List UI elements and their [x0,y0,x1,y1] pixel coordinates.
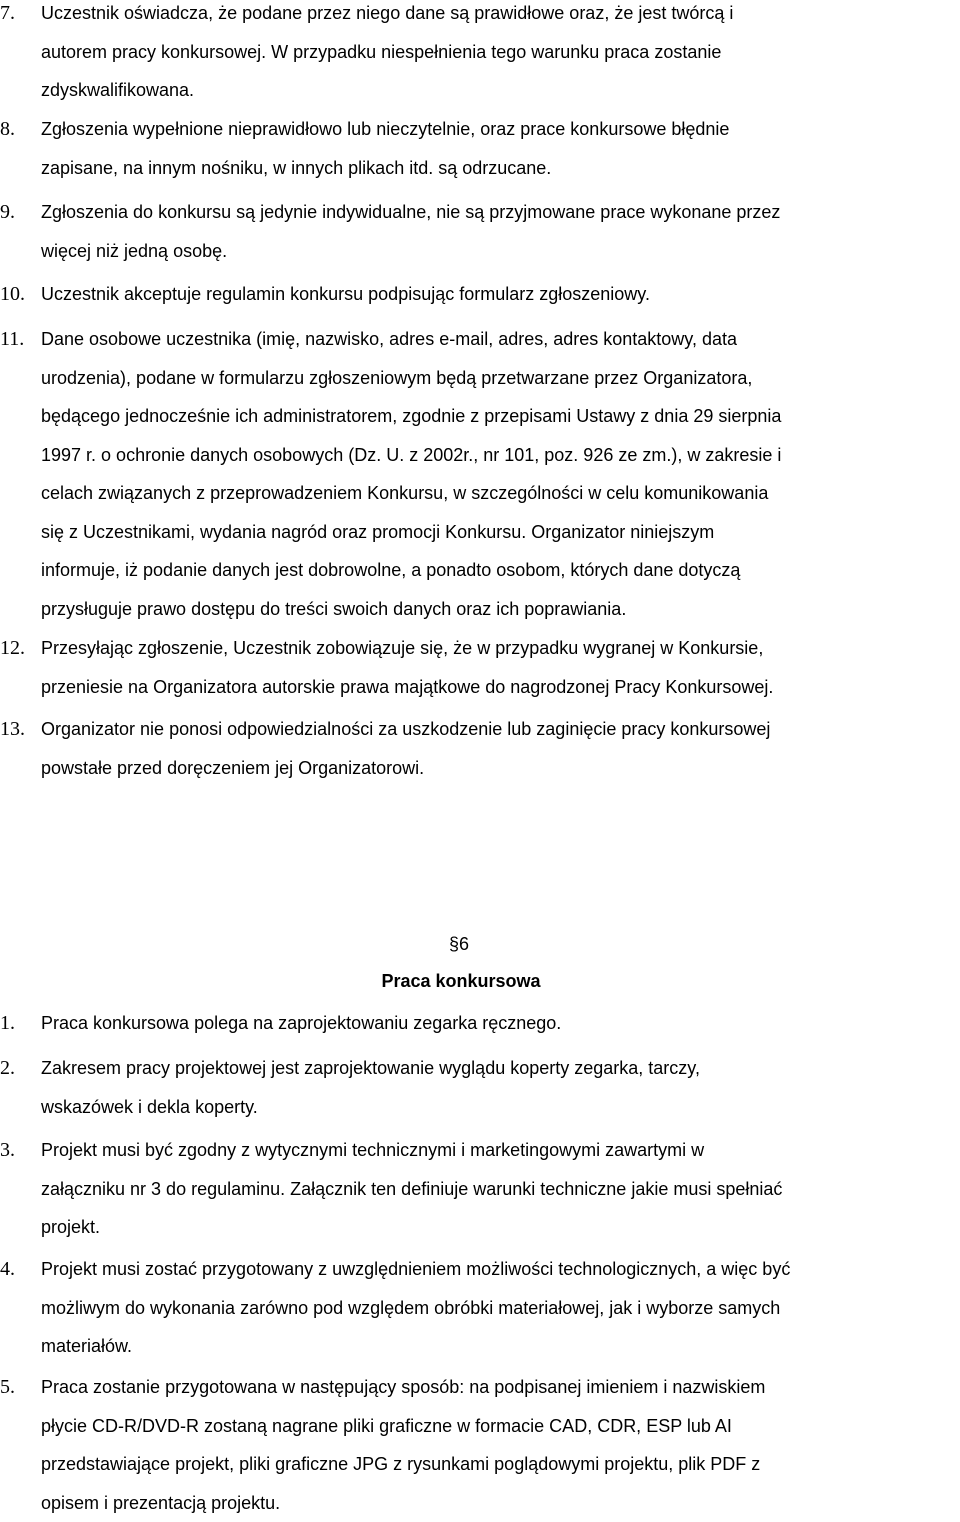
list-item-text [41,1131,782,1247]
list-item-number: 3. [0,1131,15,1170]
section-number: §6 [449,926,469,962]
text-line: autorem pracy konkursowej. W przypadku niespełnienia tego warunku praca zostanie [41,33,733,72]
text-line: przeniesie na Organizatora autorskie prawa majątkowe do nagrodzonej Pracy Konkursowej. [41,668,773,707]
text-line: Zgłoszenia wypełnione nieprawidłowo lub nieczytelnie, oraz prace konkursowe błędnie [41,110,729,149]
text-line: Zakresem pracy projektowej jest zaprojektowanie wyglądu koperty zegarka, tarczy, [41,1049,700,1088]
text-line: celach związanych z przeprowadzeniem Konkursu, w szczególności w celu komunikowania [41,474,781,513]
text-line: urodzenia), podane w formularzu zgłoszeniowym będą przetwarzane przez Organizatora, [41,359,781,398]
list-item-text [41,1250,790,1366]
list-item-number: 7. [0,0,15,33]
list-item-number: 8. [0,110,15,149]
list-item-number: 12. [0,629,25,668]
list-item-number: 1. [0,1004,15,1043]
text-line: Praca zostanie przygotowana w następujący sposób: na podpisanej imieniem i nazwiskiem [41,1368,765,1407]
text-line: projekt. [41,1208,782,1247]
list-item-text [41,1004,561,1043]
text-line: Praca konkursowa polega na zaprojektowaniu zegarka ręcznego. [41,1004,561,1043]
list-item-number: 10. [0,275,25,314]
text-line: Przesyłając zgłoszenie, Uczestnik zobowiązuje się, że w przypadku wygranej w Konkursie, [41,629,773,668]
list-item-number: 11. [0,320,24,359]
list-item-number: 5. [0,1368,15,1407]
text-line: Uczestnik oświadcza, że podane przez niego dane są prawidłowe oraz, że jest twórcą i [41,0,733,33]
list-item-text [41,0,733,110]
text-line: zdyskwalifikowana. [41,71,733,110]
text-line: Dane osobowe uczestnika (imię, nazwisko, adres e-mail, adres, adres kontaktowy, data [41,320,781,359]
text-line: informuje, iż podanie danych jest dobrowolne, a ponadto osobom, których dane dotyczą [41,551,781,590]
list-item-number: 2. [0,1049,15,1088]
list-item-text [41,1368,765,1522]
text-line: więcej niż jedną osobę. [41,232,780,271]
list-item-number: 9. [0,193,15,232]
text-line: załączniku nr 3 do regulaminu. Załącznik ten definiuje warunki techniczne jakie musi spełniać [41,1170,782,1209]
list-item-text [41,193,780,270]
text-line: możliwym do wykonania zarówno pod względem obróbki materiałowej, jak i wyborze samych [41,1289,790,1328]
text-line: płycie CD-R/DVD-R zostaną nagrane pliki graficzne w formacie CAD, CDR, ESP lub AI [41,1407,765,1446]
list-item-number: 4. [0,1250,15,1289]
text-line: opisem i prezentacją projektu. [41,1484,765,1522]
text-line: Projekt musi być zgodny z wytycznymi technicznymi i marketingowymi zawartymi w [41,1131,782,1170]
list-item-number: 13. [0,710,25,749]
text-line: powstałe przed doręczeniem jej Organizatorowi. [41,749,770,788]
text-line: 1997 r. o ochronie danych osobowych (Dz. U. z 2002r., nr 101, poz. 926 ze zm.), w zakresie i [41,436,781,475]
list-item-text [41,1049,700,1126]
text-line: będącego jednocześnie ich administratorem, zgodnie z przepisami Ustawy z dnia 29 sierpnia [41,397,781,436]
text-line: przysługuje prawo dostępu do treści swoich danych oraz ich poprawiania. [41,590,781,629]
list-item-text [41,710,770,787]
text-line: Uczestnik akceptuje regulamin konkursu podpisując formularz zgłoszeniowy. [41,275,650,314]
list-item-text [41,110,729,187]
section-title: Praca konkursowa [0,962,922,1000]
list-item-text [41,629,773,706]
text-line: Projekt musi zostać przygotowany z uwzględnieniem możliwości technologicznych, a więc być [41,1250,790,1289]
text-line: przedstawiające projekt, pliki graficzne JPG z rysunkami poglądowymi projektu, plik PDF z [41,1445,765,1484]
text-line: zapisane, na innym nośniku, w innych plikach itd. są odrzucane. [41,149,729,188]
text-line: się z Uczestnikami, wydania nagród oraz promocji Konkursu. Organizator niniejszym [41,513,781,552]
text-line: materiałów. [41,1327,790,1366]
text-line: wskazówek i dekla koperty. [41,1088,700,1127]
list-item-text [41,275,650,314]
text-line: Zgłoszenia do konkursu są jedynie indywidualne, nie są przyjmowane prace wykonane przez [41,193,780,232]
list-item-text [41,320,781,628]
text-line: Organizator nie ponosi odpowiedzialności za uszkodzenie lub zaginięcie pracy konkursowej [41,710,770,749]
